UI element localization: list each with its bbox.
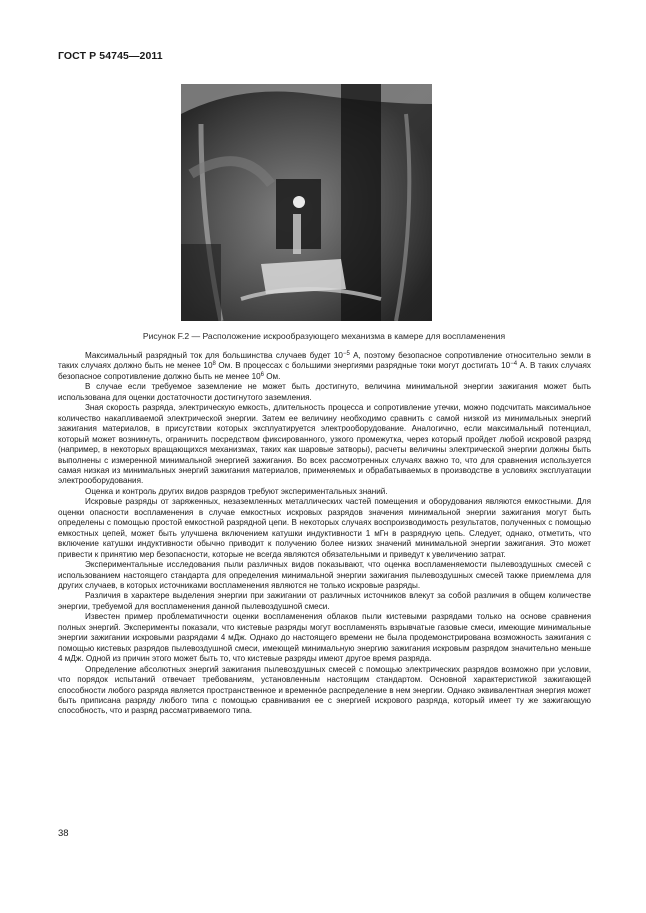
- paragraph-text: Ом. В процессах с большими энергиями разрядные токи могут достигать 10: [215, 361, 511, 371]
- paragraph-text: Искровые разряды от заряженных, незаземленных металлических частей помещения и оборудования являются емкостными. Для оценки опасности воспламенения в случае емкостных искровых разрядов значения минимальной энергии зажигания могут быть определены с помощью простой емкостной разрядной цепи. В некоторых случаях воспроизводимость результатов, полученных с помощью емкостных цепей, может быть улучшена включением катушки индуктивности 1 мГн в разрядную цепь. Следует, однако, отметить, что включение катушки индуктивности обычно приводит к получению более низких значений минимальной энергии зажигания. Это может привести к принятию мер безопасности, которые не всегда являются обязательными и приведут к увеличению затрат.: [58, 497, 591, 559]
- paragraph-text: В случае если требуемое заземление не может быть достигнуто, величина минимальной энергии зажигания может быть использована для оценки достаточности достигнутого заземления.: [58, 382, 591, 402]
- paragraph: [58, 382, 591, 403]
- paragraph: [58, 487, 591, 497]
- paragraph: [58, 497, 591, 560]
- body-text: [58, 351, 591, 717]
- paragraph-text: Экспериментальные исследования пыли различных видов показывают, что оценка воспламеняемости пылевоздушных смесей с использованием настоящего стандарта для определения минимальной энергии зажигания пылевоздушных смесей также приемлема для других случаев, в которых источниками воспламенения являются не только искровые разряды.: [58, 560, 591, 590]
- spark-chamber-image: [181, 84, 432, 321]
- paragraph: [58, 591, 591, 612]
- paragraph: [58, 560, 591, 591]
- paragraph-text: Оценка и контроль других видов разрядов требуют экспериментальных знаний.: [85, 486, 388, 496]
- page-number: 38: [58, 828, 69, 839]
- superscript-exponent: 8: [212, 361, 216, 368]
- paragraph: [58, 351, 591, 382]
- paragraph-text: Ом.: [263, 371, 281, 381]
- paragraph-text: Максимальный разрядный ток для большинства случаев будет 10: [85, 351, 343, 360]
- figure-caption: Рисунок F.2 — Расположение искрообразующего механизма в камере для воспламенения: [142, 331, 506, 341]
- document-header: ГОСТ Р 54745—2011: [58, 50, 163, 62]
- paragraph-text: Зная скорость разряда, электрическую емкость, длительность процесса и сопротивление утечки, можно подсчитать максимальное количество накапливаемой электрической энергии. Затем ее величину необходимо сравнить с самой низкой из минимальных энергий зажигания материалов, в присутствии которых эксплуатируется электрооборудование. Аналогично, если максимальный потенциал, который может возникнуть, ограничить посредством фиксированного, узкого промежутка, через который пройдет любой искровой разряд (например, в некоторых вращающихся механизмах, таких как шаровые затворы), расчеты величины электрической энергии должны быть выполнены с измеренной минимальной энергией зажигания. Во всех рассмотренных случаях важно то, что для сравнения используется самая низкая из минимальных энергий зажигания материалов, применяемых и обрабатываемых в производстве в условиях эксплуатации электрооборудования.: [58, 403, 591, 486]
- paragraph-text: Различия в характере выделения энергии при зажигании от различных источников влекут за собой различия в общем количестве энергии, требуемой для воспламенения данной пылевоздушной смеси.: [58, 591, 591, 611]
- figure-photo: [181, 84, 432, 321]
- paragraph-text: А, поэтому безопасное сопротивление относительно земли в таких случаях должно быть не менее 10: [58, 351, 591, 371]
- superscript-exponent: 6: [260, 371, 264, 378]
- superscript-exponent: −5: [342, 351, 350, 357]
- paragraph: [58, 665, 591, 717]
- paragraph-text: Определение абсолютных энергий зажигания пылевоздушных смесей с помощью электрических разрядов возможно при условии, что порядок испытаний отвечает требованиям, установленным настоящим стандартом. Основной характеристикой зажигающей способности любого разряда является пространственное и временнóе распределение в нем энергии. Однако эквивалентная энергия может быть приписана разряду любого типа с помощью сравнивания ее с энергией искрового разряда, который имеет ту же зажигающую способность, что и разряд рассматриваемого типа.: [58, 664, 591, 716]
- paragraph-text: А. В таких случаях безопасное сопротивление должно быть не менее 10: [58, 361, 591, 381]
- paragraph: [58, 612, 591, 664]
- paragraph-text: Известен пример проблематичности оценки воспламенения облаков пыли кистевыми разрядами только на основе сравнения полных энергий. Эксперименты показали, что кистевые разряды могут воспламенять взрывчатые газовые смеси, имеющие минимальные энергии зажигании искровыми разрядами 4 мДж. Однако до настоящего времени не была продемонстрирована возможность зажигания с помощью кистевых разрядов пылевоздушной смеси, имеющей минимальную энергию зажигания искровым разрядом значительно меньше 4 мДж. Одной из причин этого может быть то, что кистевые разряды имеют другое время разряда.: [58, 612, 591, 664]
- superscript-exponent: −4: [510, 361, 518, 368]
- paragraph: [58, 403, 591, 487]
